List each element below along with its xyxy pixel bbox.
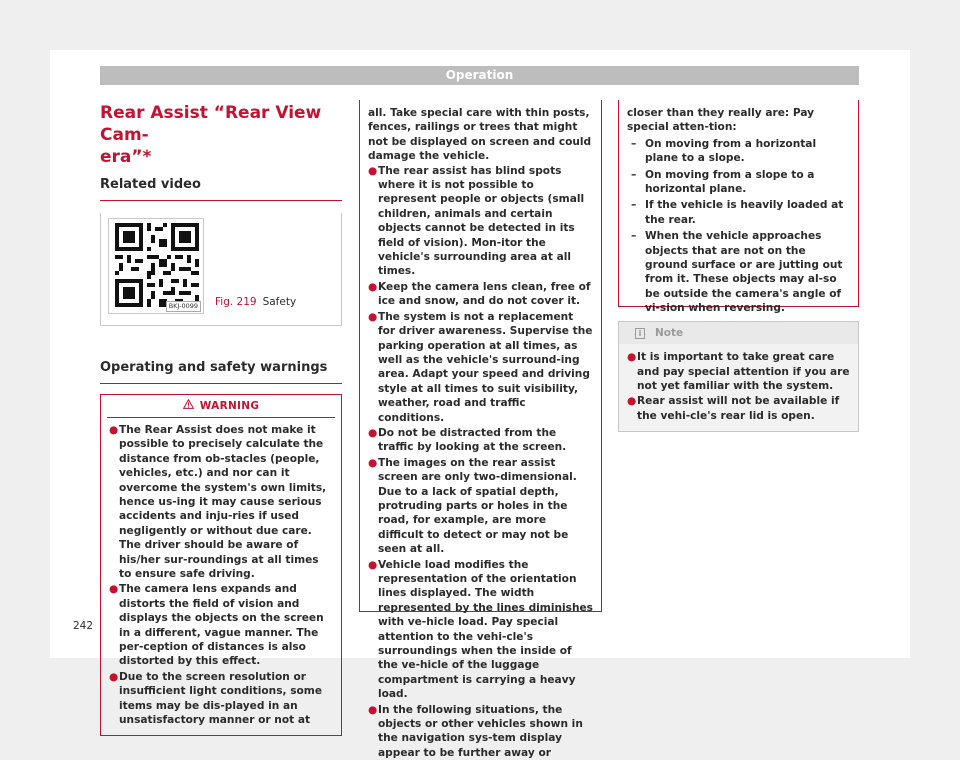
qr-code-frame[interactable] <box>108 218 204 314</box>
list-item: ● Rear assist will not be available if the vehi-cle's rear lid is open. <box>627 395 840 422</box>
list-item: ● It is important to take great care and pay special attention if you are not yet familiar with the system. <box>627 351 850 393</box>
figure-219 <box>100 213 342 326</box>
warning-body <box>101 418 341 736</box>
paragraph: all. Take special care with thin posts, fences, railings or trees that might not be displayed on screen and could damage the vehicle. <box>368 107 592 163</box>
related-video-label: Related video <box>100 177 201 193</box>
warning-heading-text: WARNING <box>199 399 260 412</box>
bullet-icon: ● <box>109 423 119 436</box>
bullet-icon: ● <box>368 456 378 469</box>
list-item: – On moving from a horizontal plane to a slope. <box>631 137 817 165</box>
section-title <box>100 102 342 168</box>
warning-continuation-box-2 <box>618 100 859 315</box>
list-item: – On moving from a slope to a horizontal plane. <box>631 168 815 196</box>
note-heading <box>619 322 858 344</box>
warning-triangle-icon <box>183 399 194 409</box>
bullet-icon: ● <box>368 280 378 293</box>
list-item: ● Due to the screen resolution or insufficient light conditions, some items may be dis-played in an unsatisfactory manner or not at <box>109 670 323 727</box>
bullet-icon: ● <box>368 426 378 439</box>
section-title-line-2: era”* <box>100 147 152 168</box>
subsection-divider <box>100 383 342 384</box>
bullet-icon: ● <box>368 164 378 177</box>
list-item: ● In the following situations, the objects or other vehicles shown in the navigation sys-tem display appear to be further away or <box>368 703 583 759</box>
dash-icon: – <box>631 168 637 181</box>
bullet-icon: ● <box>368 558 378 571</box>
info-icon: i <box>635 328 645 339</box>
bullet-icon: ● <box>368 310 378 323</box>
column-1 <box>100 100 342 736</box>
column-2 <box>359 100 602 759</box>
warning-heading <box>107 395 335 418</box>
section-title-line-1: Rear Assist “Rear View Cam- <box>100 103 322 146</box>
figure-caption-text: Safety <box>262 295 297 308</box>
warning-continuation-box <box>359 100 602 759</box>
page-number: 242 <box>73 620 94 632</box>
bullet-icon: ● <box>627 395 637 408</box>
note-body <box>619 344 858 431</box>
page-header: Operation <box>100 66 859 85</box>
note-box <box>618 321 859 432</box>
subsection-title: Operating and safety warnings <box>100 359 328 375</box>
list-item: ● Vehicle load modifies the representation of the orientation lines displayed. The width represented by the lines diminishes with ve-hicle load. Pay special attention to the vehi-cle's surroundings when the inside of the ve-hicle of the luggage compartment is carrying a heavy load. <box>368 558 593 701</box>
bullet-icon: ● <box>109 670 119 683</box>
list-item: ● The camera lens expands and distorts the field of vision and displays the objects on the screen in a different, vague manner. The per-ception of distances is also distorted by this effect. <box>109 583 324 668</box>
list-item: ● Keep the camera lens clean, free of ice and snow, and do not cover it. <box>368 280 591 308</box>
paragraph: closer than they really are: Pay special atten-tion: <box>627 107 815 134</box>
title-divider <box>100 200 342 201</box>
column-3 <box>618 100 859 432</box>
list-item: ● The rear assist has blind spots where it is not possible to represent people or objects (small children, animals and certain objects cannot be detected in its field of vision). Mon-itor the vehicle's surrounding area at all times. <box>368 164 585 278</box>
list-item: ● The images on the rear assist screen are only two-dimensional. Due to a lack of spatial depth, protruding parts or holes in the road, for example, are more difficult to detect or may not be seen at all. <box>368 456 577 556</box>
bullet-icon: ● <box>368 703 378 716</box>
note-heading-text: Note <box>655 327 684 339</box>
dash-icon: – <box>631 199 637 212</box>
list-item: – If the vehicle is heavily loaded at the rear. <box>631 199 844 226</box>
list-item: ● The Rear Assist does not make it possible to precisely calculate the distance from ob-stacles (people, vehicles, etc.) and nor can it overcome the system's own limits, hence us-ing it may cause serious accidents and inju-ries if used negligently or without due care. The driver should be aware of his/her sur-roundings at all times to ensure safe driving. <box>109 423 327 580</box>
dash-icon: – <box>631 230 637 243</box>
figure-number: Fig. 219 <box>215 295 257 308</box>
figure-caption <box>215 295 296 309</box>
bullet-icon: ● <box>109 583 119 596</box>
list-item: ● The system is not a replacement for driver awareness. Supervise the parking operation at all times, as well as the vehicle's surround-ing area. Adapt your speed and driving style at all times to suit visibility, weather, road and traffic conditions. <box>368 310 593 424</box>
bullet-icon: ● <box>627 351 637 364</box>
list-item: ● Do not be distracted from the traffic by looking at the screen. <box>368 426 567 454</box>
qr-code <box>115 223 199 307</box>
warning-box <box>100 394 342 737</box>
list-item: – When the vehicle approaches objects that are not on the ground surface or are jutting out from it. These objects may al-so be outside the camera's angle of vi-sion when reversing. <box>631 230 843 315</box>
dash-icon: – <box>631 137 637 150</box>
qr-code-label: BKJ-0099 <box>166 301 201 312</box>
